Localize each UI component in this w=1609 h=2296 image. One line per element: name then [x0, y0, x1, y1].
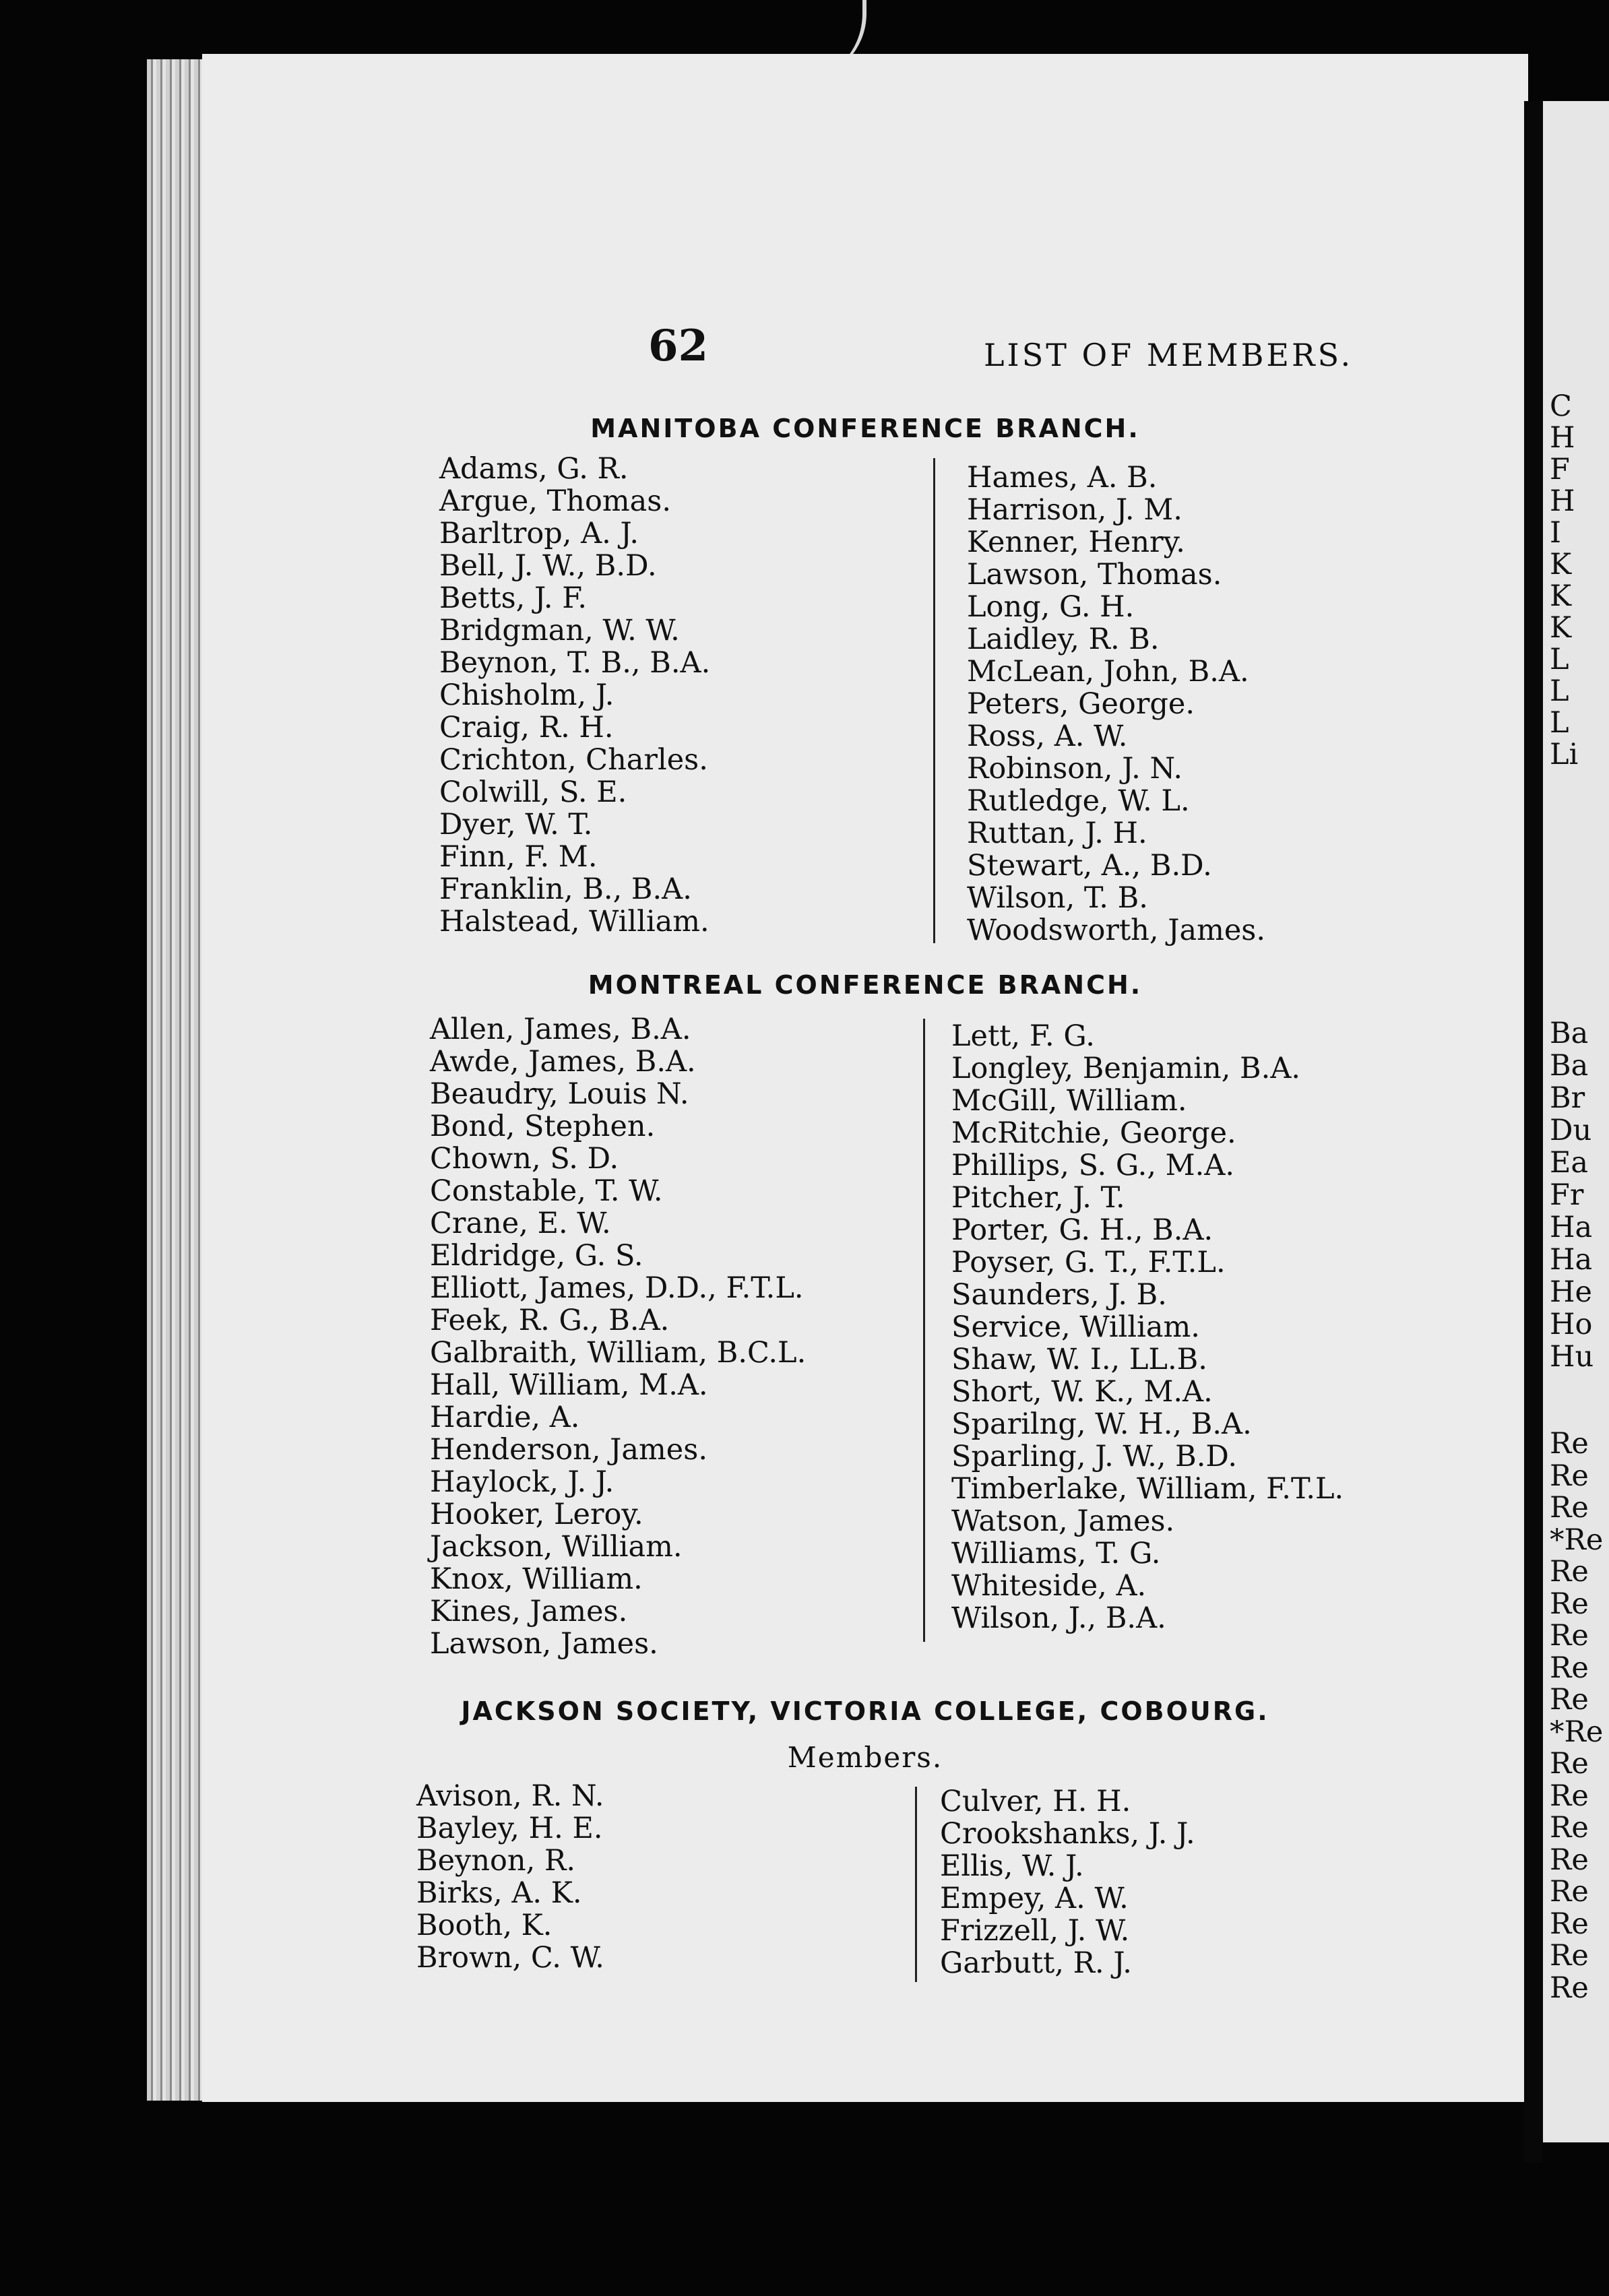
facing-page-text-fragment: Du [1550, 1114, 1592, 1147]
facing-page-text-fragment: Li [1550, 738, 1579, 771]
facing-page-text-fragment: Ba [1550, 1017, 1589, 1050]
facing-page-text-fragment: Re [1550, 1843, 1589, 1877]
facing-page-text-fragment: Br [1550, 1081, 1585, 1115]
member-name: Kenner, Henry. [967, 525, 1185, 559]
member-name: Sparling, J. W., B.D. [951, 1440, 1238, 1473]
member-name: Culver, H. H. [940, 1785, 1131, 1818]
facing-page-text-fragment: Re [1550, 1427, 1589, 1461]
member-name: Poyser, G. T., F.T.L. [951, 1246, 1226, 1279]
member-name: Short, W. K., M.A. [951, 1375, 1213, 1409]
member-name: Lett, F. G. [951, 1019, 1095, 1053]
member-name: Betts, J. F. [439, 581, 588, 615]
facing-page-group-2 [1550, 1017, 1594, 1373]
member-name: Brown, C. W. [416, 1941, 604, 1975]
facing-page-text-fragment: Re [1550, 1971, 1589, 2005]
member-name: Bayley, H. E. [416, 1812, 603, 1845]
member-name: Bell, J. W., B.D. [439, 549, 657, 583]
facing-page-text-fragment: Hu [1550, 1340, 1594, 1374]
member-name: Booth, K. [416, 1909, 553, 1942]
facing-page-text-fragment: K [1550, 611, 1572, 645]
facing-page-text-fragment: Re [1550, 1939, 1589, 1973]
facing-page-text-fragment: Ha [1550, 1211, 1593, 1244]
jackson-left-column [416, 1780, 604, 1974]
jackson-right-column [940, 1785, 1195, 1979]
running-title: LIST OF MEMBERS. [984, 337, 1354, 373]
member-name: Hames, A. B. [967, 461, 1158, 495]
facing-page-text-fragment: Re [1550, 1747, 1589, 1781]
member-name: Porter, G. H., B.A. [951, 1213, 1213, 1247]
facing-page-text-fragment: Re [1550, 1619, 1589, 1653]
member-name: Watson, James. [951, 1504, 1175, 1538]
member-name: Allen, James, B.A. [430, 1013, 691, 1046]
member-name: Craig, R. H. [439, 711, 614, 744]
facing-page-text-fragment: H [1550, 421, 1575, 455]
facing-page-text-fragment: Re [1550, 1811, 1589, 1845]
member-name: Phillips, S. G., M.A. [951, 1149, 1235, 1182]
member-name: Knox, William. [430, 1562, 643, 1596]
member-name: Barltrop, A. J. [439, 517, 639, 550]
member-name: Lawson, James. [430, 1627, 658, 1661]
member-name: Kines, James. [430, 1595, 628, 1628]
member-name: McRitchie, George. [951, 1116, 1236, 1150]
facing-page-text-fragment: Ba [1550, 1049, 1589, 1083]
facing-page-text-fragment: Re [1550, 1459, 1589, 1493]
facing-page-text-fragment: Ho [1550, 1308, 1593, 1341]
member-name: Whiteside, A. [951, 1569, 1147, 1603]
member-name: Dyer, W. T. [439, 808, 593, 841]
member-name: Elliott, James, D.D., F.T.L. [430, 1271, 804, 1305]
gutter-shadow [1524, 101, 1543, 2163]
facing-page-text-fragment: L [1550, 674, 1569, 708]
section-heading-jackson: JACKSON SOCIETY, VICTORIA COLLEGE, COBOURG. [461, 1696, 1269, 1726]
member-name: Birks, A. K. [416, 1876, 582, 1910]
member-name: Service, William. [951, 1310, 1200, 1344]
member-name: Beynon, R. [416, 1844, 575, 1878]
facing-page-fragment [1543, 101, 1609, 2142]
member-name: Shaw, W. I., LL.B. [951, 1343, 1207, 1376]
member-name: Galbraith, William, B.C.L. [430, 1336, 807, 1370]
page-number: 62 [648, 321, 709, 371]
manitoba-right-column [967, 461, 1265, 947]
member-name: Henderson, James. [430, 1433, 707, 1467]
member-name: Wilson, T. B. [967, 881, 1148, 915]
member-name: McGill, William. [951, 1084, 1187, 1118]
member-name: Longley, Benjamin, B.A. [951, 1052, 1301, 1085]
facing-page-text-fragment: K [1550, 579, 1572, 613]
facing-page-group-3 [1550, 1428, 1603, 2004]
member-name: Beynon, T. B., B.A. [439, 646, 711, 680]
facing-page-text-fragment: C [1550, 389, 1572, 423]
member-name: Harrison, J. M. [967, 493, 1182, 527]
member-name: Crane, E. W. [430, 1207, 611, 1240]
member-name: Williams, T. G. [951, 1537, 1161, 1570]
member-name: Awde, James, B.A. [430, 1045, 696, 1079]
member-name: Crookshanks, J. J. [940, 1817, 1195, 1851]
member-name: Lawson, Thomas. [967, 558, 1222, 592]
left-page [202, 54, 1528, 2102]
manitoba-left-column [439, 453, 710, 938]
column-rule [933, 458, 935, 943]
member-name: McLean, John, B.A. [967, 655, 1249, 689]
member-name: Ellis, W. J. [940, 1849, 1084, 1883]
member-name: Bridgman, W. W. [439, 614, 680, 647]
page-edge-stack [147, 59, 208, 2101]
member-name: Avison, R. N. [416, 1779, 604, 1813]
facing-page-text-fragment: H [1550, 484, 1575, 518]
member-name: Eldridge, G. S. [430, 1239, 643, 1273]
facing-page-text-fragment: Re [1550, 1651, 1589, 1685]
member-name: Sparilng, W. H., B.A. [951, 1407, 1252, 1441]
member-name: Ruttan, J. H. [967, 817, 1147, 850]
facing-page-text-fragment: I [1550, 516, 1561, 550]
member-name: Beaudry, Louis N. [430, 1077, 689, 1111]
facing-page-group-1 [1550, 391, 1578, 771]
facing-page-text-fragment: Ea [1550, 1146, 1589, 1180]
member-name: Timberlake, William, F.T.L. [951, 1472, 1344, 1506]
facing-page-text-fragment: Fr [1550, 1178, 1584, 1212]
member-name: Wilson, J., B.A. [951, 1601, 1166, 1635]
facing-page-text-fragment: L [1550, 643, 1569, 676]
member-name: Hall, William, M.A. [430, 1368, 708, 1402]
member-name: Constable, T. W. [430, 1174, 663, 1208]
member-name: Hardie, A. [430, 1401, 580, 1434]
montreal-right-column [951, 1020, 1344, 1634]
facing-page-text-fragment: *Re [1550, 1715, 1604, 1749]
member-name: Haylock, J. J. [430, 1465, 614, 1499]
column-rule [923, 1019, 925, 1642]
member-name: Feek, R. G., B.A. [430, 1304, 670, 1337]
member-name: Frizzell, J. W. [940, 1914, 1130, 1948]
member-name: Garbutt, R. J. [940, 1946, 1132, 1980]
member-name: Crichton, Charles. [439, 743, 708, 777]
member-name: Stewart, A., B.D. [967, 849, 1212, 883]
member-name: Laidley, R. B. [967, 623, 1160, 656]
facing-page-text-fragment: F [1550, 453, 1570, 486]
facing-page-text-fragment: Re [1550, 1875, 1589, 1909]
facing-page-text-fragment: K [1550, 548, 1572, 581]
member-name: Pitcher, J. T. [951, 1181, 1125, 1215]
section-heading-montreal: MONTREAL CONFERENCE BRANCH. [588, 970, 1143, 1000]
facing-page-text-fragment: Re [1550, 1683, 1589, 1717]
member-name: Empey, A. W. [940, 1882, 1129, 1915]
member-name: Long, G. H. [967, 590, 1135, 624]
section-heading-manitoba: MANITOBA CONFERENCE BRANCH. [590, 414, 1140, 443]
member-name: Adams, G. R. [439, 452, 629, 486]
facing-page-text-fragment: Re [1550, 1907, 1589, 1941]
member-name: Chisholm, J. [439, 678, 614, 712]
facing-page-text-fragment: Re [1550, 1555, 1589, 1589]
facing-page-text-fragment: Re [1550, 1779, 1589, 1813]
member-name: Colwill, S. E. [439, 775, 627, 809]
montreal-left-column [430, 1013, 806, 1660]
section-subheading: Members. [787, 1741, 943, 1774]
facing-page-text-fragment: Re [1550, 1587, 1589, 1621]
column-rule [915, 1787, 917, 1982]
member-name: Argue, Thomas. [439, 484, 672, 518]
member-name: Jackson, William. [430, 1530, 683, 1564]
facing-page-text-fragment: Ha [1550, 1243, 1593, 1277]
member-name: Hooker, Leroy. [430, 1498, 643, 1531]
member-name: Franklin, B., B.A. [439, 872, 692, 906]
member-name: Woodsworth, James. [967, 914, 1266, 947]
member-name: Chown, S. D. [430, 1142, 619, 1176]
facing-page-text-fragment: Re [1550, 1491, 1589, 1525]
member-name: Finn, F. M. [439, 840, 598, 874]
facing-page-text-fragment: He [1550, 1275, 1592, 1309]
facing-page-text-fragment: *Re [1550, 1523, 1604, 1557]
facing-page-text-fragment: L [1550, 706, 1569, 740]
member-name: Rutledge, W. L. [967, 784, 1190, 818]
member-name: Bond, Stephen. [430, 1110, 656, 1143]
member-name: Halstead, William. [439, 905, 709, 938]
member-name: Saunders, J. B. [951, 1278, 1167, 1312]
member-name: Robinson, J. N. [967, 752, 1183, 786]
member-name: Ross, A. W. [967, 720, 1128, 753]
member-name: Peters, George. [967, 687, 1195, 721]
